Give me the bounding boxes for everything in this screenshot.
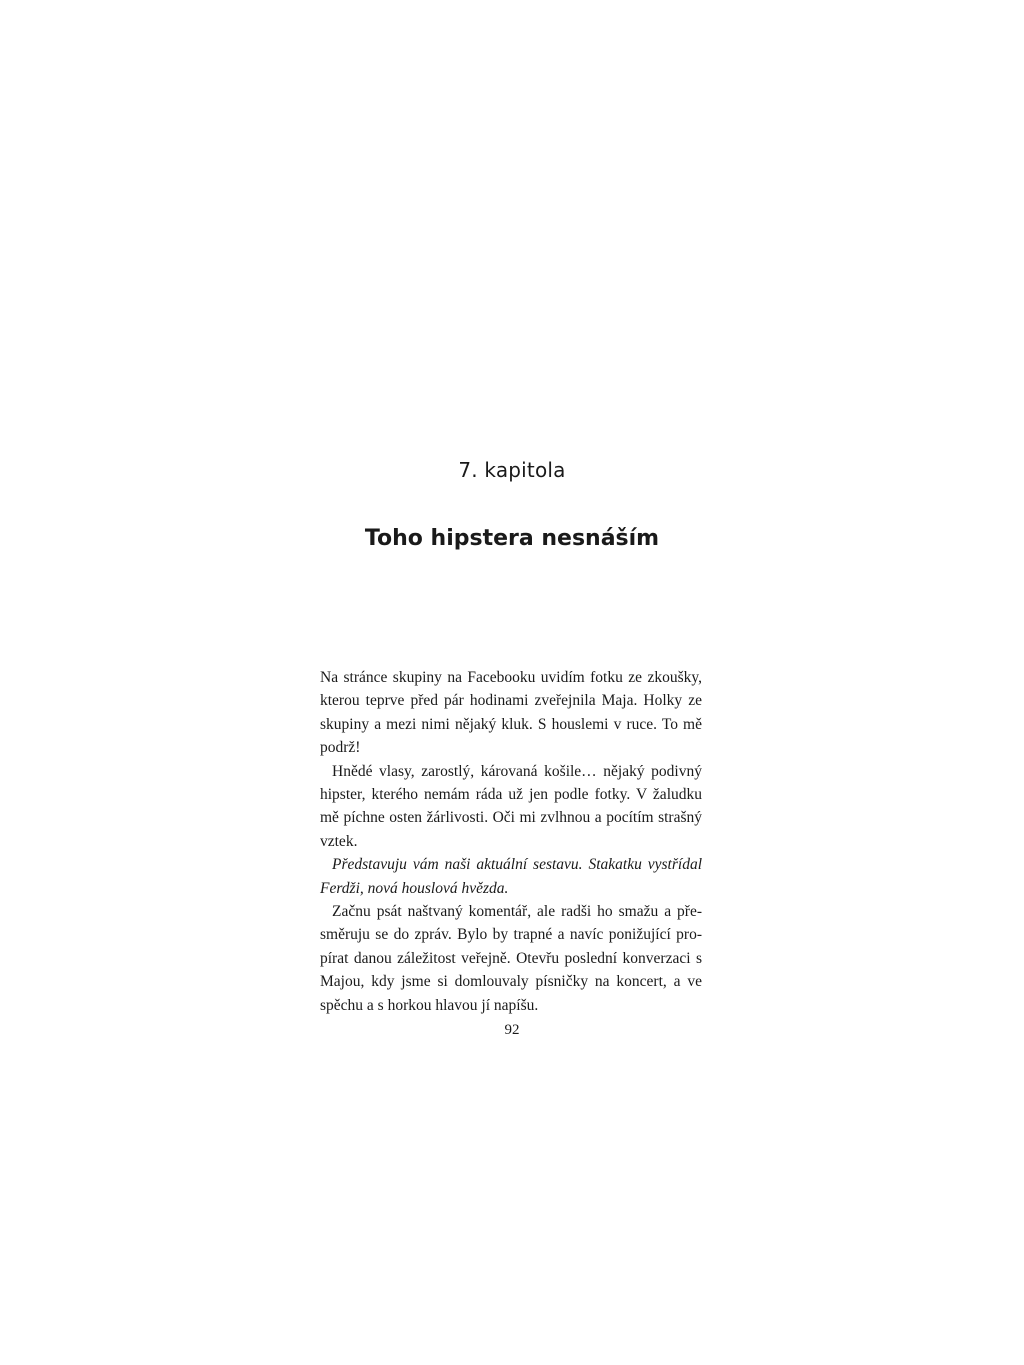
chapter-body: [320, 666, 702, 1017]
chapter-number: 7. kapitola: [458, 458, 566, 482]
chapter-title: Toho hipstera nesnáším: [364, 526, 660, 551]
paragraph-italic-quote: Představuju vám naši aktuální sestavu. Stakatku vystřídal Ferdži, nová houslová hvězda.: [320, 856, 702, 897]
page-number: 92: [504, 1022, 520, 1038]
paragraph: Na stránce skupiny na Facebooku uvidím fotku ze zkoušky, kterou teprve před pár hodinami zveřejnila Maja. Holky ze skupiny a mezi nimi nějaký kluk. S houslemi v ruce. To mě podrž!: [320, 669, 702, 757]
paragraph: Hnědé vlasy, zarostlý, károvaná košile… nějaký podivný hipster, kterého nemám ráda už jen podle fotky. V žaludku mě píchne osten žárlivosti. Oči mi zvlhnou a pocítím strašný vztek.: [320, 762, 702, 850]
paragraph: Začnu psát naštvaný komentář, ale radši ho smažu a přesměruju se do zpráv. Bylo by trapné a navíc ponižující propírat danou záležitost veřejně. Otevřu poslední konverzaci s Majou, kdy jsme si domlouvaly písničky na koncert, a ve spěchu a s horkou hlavou jí napíšu.: [320, 903, 702, 1014]
